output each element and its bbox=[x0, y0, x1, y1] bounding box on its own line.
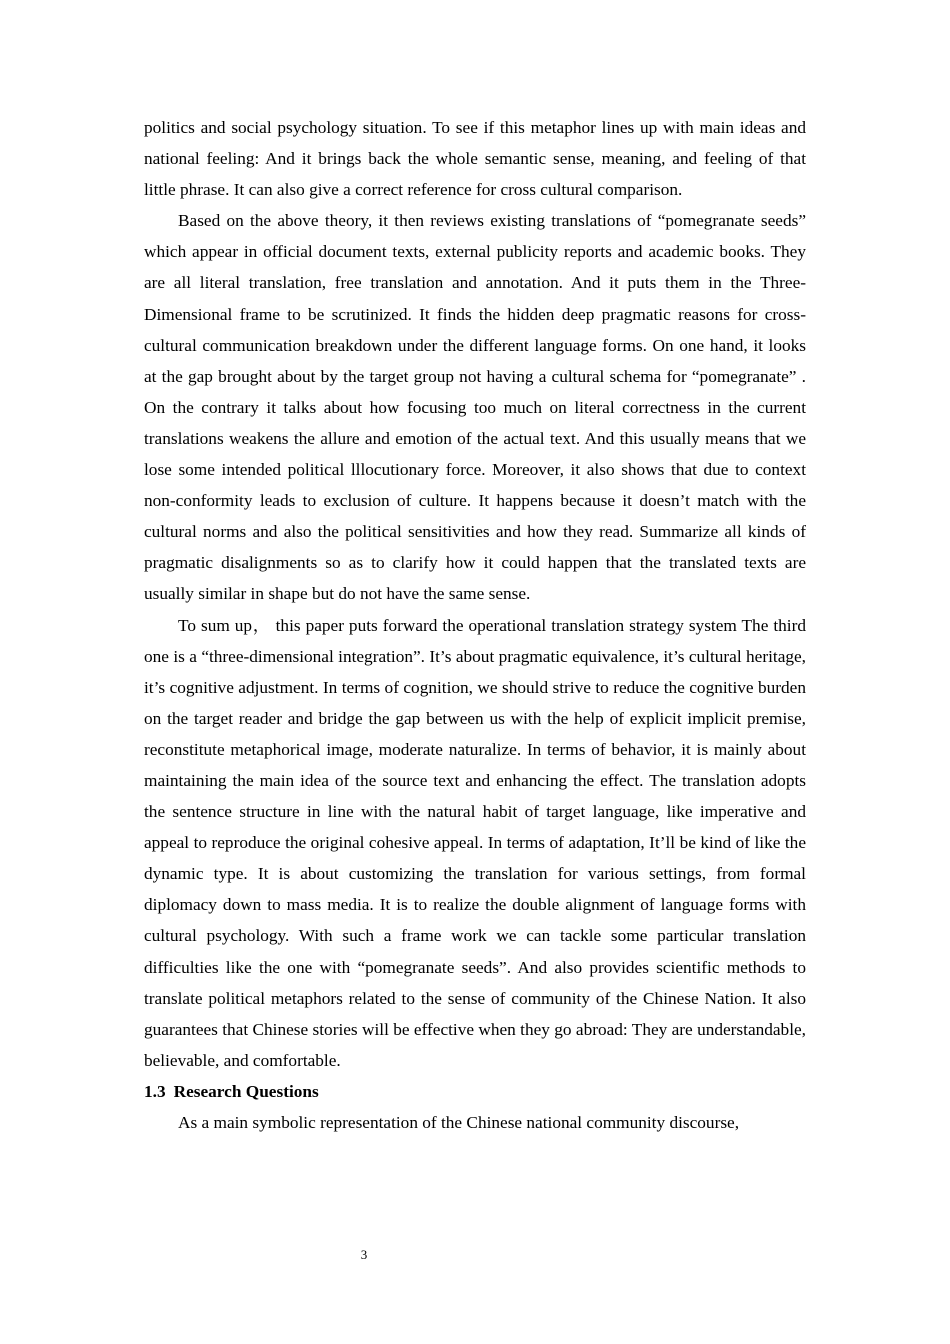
paragraph-continuation: politics and social psychology situation. To see if this metaphor lines up with main ideas and national feeling: And it brings back the whole semantic sense, meaning, and feeling of that little phrase. It can also give a correct reference for cross cultural comparison. bbox=[144, 118, 806, 200]
section-number: 1.3 bbox=[144, 1081, 166, 1101]
section-heading bbox=[144, 1076, 806, 1107]
page-number: 3 bbox=[360, 1247, 368, 1262]
paragraph-translation-review: Based on the above theory, it then reviews existing translations of “pomegranate seeds” which appear in official document texts, external publicity reports and academic books. They are all literal translation, free translation and annotation. And it puts them in the Three-Dimensional frame to be scrutinized. It finds the hidden deep pragmatic reasons for cross-cultural communication breakdown under the different language forms. On one hand, it looks at the gap brought about by the target group not having a cultural schema for “pomegranate” . On the contrary it talks about how focusing too much on literal correctness in the current translations weakens the allure and emotion of the actual text. And this usually means that we lose some intended political lllocutionary force. Moreover, it also shows that due to context non-conformity leads to exclusion of culture. It happens because it doesn’t match with the cultural norms and also the political sensitivities and how they read. Summarize all kinds of pragmatic disalignments so as to clarify how it could happen that the translated texts are usually similar in shape but do not have the same sense. bbox=[144, 211, 806, 604]
document-page bbox=[144, 112, 806, 1138]
paragraph-research-questions: As a main symbolic representation of the Chinese national community discourse, bbox=[178, 1113, 740, 1132]
section-title: Research Questions bbox=[173, 1081, 319, 1101]
paragraph-strategy-summary: To sum up， this paper puts forward the operational translation strategy system The third one is a “three-dimensional integration”. It’s about pragmatic equivalence, it’s cultural heritage, it’s cognitive adjustment. In terms of cognition, we should strive to reduce the cognitive burden on the target reader and bridge the gap between us with the help of explicit implicit premise, reconstitute metaphorical image, moderate naturalize. In terms of behavior, it is mainly about maintaining the main idea of the source text and enhancing the effect. The translation adopts the sentence structure in line with the natural habit of target language, like imperative and appeal to reproduce the original cohesive appeal. In terms of adaptation, It’ll be kind of like the dynamic type. It is about customizing the translation for various settings, from formal diplomacy down to mass media. It is to realize the double alignment of language forms with cultural psychology. With such a frame work we can tackle some particular translation difficulties like the one with “pomegranate seeds”. And also provides scientific methods to translate political metaphors related to the sense of community of the Chinese Nation. It also guarantees that Chinese stories will be effective when they go abroad: They are understandable, believable, and comfortable. bbox=[144, 615, 806, 1070]
